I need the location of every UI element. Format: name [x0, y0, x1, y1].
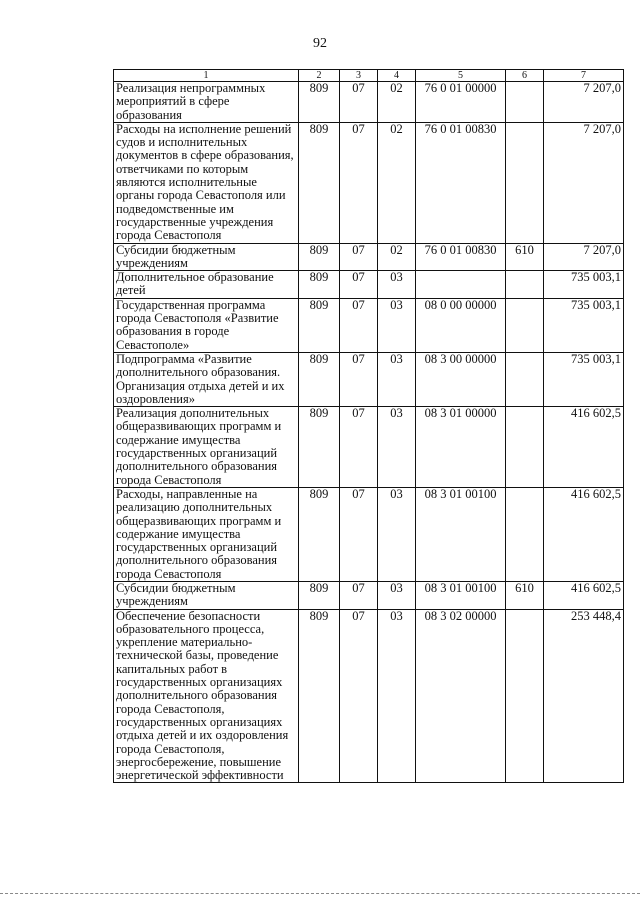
row-name: Дополнительное образование детей: [114, 271, 299, 299]
row-expense-type: [506, 487, 544, 581]
row-target-article: 08 3 01 00000: [416, 407, 506, 488]
row-expense-type: [506, 407, 544, 488]
row-ministry-code: 809: [299, 407, 340, 488]
row-target-article: 08 3 01 00100: [416, 581, 506, 609]
row-target-article: 76 0 01 00000: [416, 82, 506, 123]
row-subsection-code: 03: [378, 581, 416, 609]
row-name: Реализация дополнительных общеразвивающих программ и содержание имущества государственных организаций дополнительного образования города Севастополя: [114, 407, 299, 488]
row-target-article: 76 0 01 00830: [416, 243, 506, 271]
row-section-code: 07: [340, 609, 378, 783]
row-subsection-code: 03: [378, 609, 416, 783]
table-row: [114, 243, 624, 271]
row-subsection-code: 03: [378, 407, 416, 488]
row-amount: 735 003,1: [544, 298, 624, 352]
row-ministry-code: 809: [299, 487, 340, 581]
row-name: Расходы на исполнение решений судов и исполнительных документов в сфере образования, ответчиками по которым являются исполнительные органы города Севастополя или подведомственные им государственные учреждения города Севастополя: [114, 122, 299, 243]
header-col-7: 7: [544, 70, 624, 82]
row-subsection-code: 02: [378, 122, 416, 243]
header-col-3: 3: [340, 70, 378, 82]
row-name: Обеспечение безопасности образовательного процесса, укрепление материально-технической базы, проведение капитальных работ в государственных организациях дополнительного образования города Севастополя, государственных организациях отдыха детей и их оздоровления города Севастополя, энергосбережение, повышение энергетической эффективности: [114, 609, 299, 783]
table-row: [114, 298, 624, 352]
row-name: Субсидии бюджетным учреждениям: [114, 243, 299, 271]
row-section-code: 07: [340, 243, 378, 271]
row-name: Государственная программа города Севастополя «Развитие образования в городе Севастополе»: [114, 298, 299, 352]
row-section-code: 07: [340, 271, 378, 299]
row-target-article: 08 3 02 00000: [416, 609, 506, 783]
row-expense-type: [506, 82, 544, 123]
scan-bottom-edge: [0, 893, 640, 894]
row-subsection-code: 02: [378, 82, 416, 123]
row-amount: 735 003,1: [544, 271, 624, 299]
row-section-code: 07: [340, 581, 378, 609]
page-number: 92: [313, 36, 327, 51]
header-col-6: 6: [506, 70, 544, 82]
row-ministry-code: 809: [299, 243, 340, 271]
row-expense-type: 610: [506, 581, 544, 609]
row-ministry-code: 809: [299, 581, 340, 609]
row-ministry-code: 809: [299, 298, 340, 352]
row-section-code: 07: [340, 352, 378, 406]
row-target-article: 08 3 01 00100: [416, 487, 506, 581]
table-row: [114, 271, 624, 299]
table-row: [114, 581, 624, 609]
row-target-article: 08 0 00 00000: [416, 298, 506, 352]
row-amount: 416 602,5: [544, 407, 624, 488]
table-header-row: [114, 70, 624, 82]
header-col-4: 4: [378, 70, 416, 82]
row-subsection-code: 02: [378, 243, 416, 271]
row-section-code: 07: [340, 82, 378, 123]
row-target-article: [416, 271, 506, 299]
row-expense-type: 610: [506, 243, 544, 271]
row-ministry-code: 809: [299, 352, 340, 406]
row-expense-type: [506, 122, 544, 243]
row-target-article: 08 3 00 00000: [416, 352, 506, 406]
row-section-code: 07: [340, 122, 378, 243]
row-subsection-code: 03: [378, 271, 416, 299]
row-ministry-code: 809: [299, 271, 340, 299]
header-col-1: 1: [114, 70, 299, 82]
row-expense-type: [506, 609, 544, 783]
table-row: [114, 407, 624, 488]
row-target-article: 76 0 01 00830: [416, 122, 506, 243]
row-subsection-code: 03: [378, 298, 416, 352]
table-row: [114, 609, 624, 783]
row-amount: 416 602,5: [544, 581, 624, 609]
table-row: [114, 82, 624, 123]
row-subsection-code: 03: [378, 352, 416, 406]
row-section-code: 07: [340, 487, 378, 581]
table-row: [114, 487, 624, 581]
header-col-5: 5: [416, 70, 506, 82]
row-name: Расходы, направленные на реализацию дополнительных общеразвивающих программ и содержание имущества государственных организаций дополнительного образования города Севастополя: [114, 487, 299, 581]
row-amount: 253 448,4: [544, 609, 624, 783]
row-expense-type: [506, 352, 544, 406]
row-name: Подпрограмма «Развитие дополнительного образования. Организация отдыха детей и их оздоровления»: [114, 352, 299, 406]
row-amount: 7 207,0: [544, 82, 624, 123]
row-amount: 416 602,5: [544, 487, 624, 581]
table-row: [114, 352, 624, 406]
header-col-2: 2: [299, 70, 340, 82]
row-amount: 735 003,1: [544, 352, 624, 406]
row-name: Реализация непрограммных мероприятий в сфере образования: [114, 82, 299, 123]
row-section-code: 07: [340, 407, 378, 488]
row-expense-type: [506, 271, 544, 299]
row-amount: 7 207,0: [544, 243, 624, 271]
row-amount: 7 207,0: [544, 122, 624, 243]
row-ministry-code: 809: [299, 609, 340, 783]
row-ministry-code: 809: [299, 122, 340, 243]
row-ministry-code: 809: [299, 82, 340, 123]
table-row: [114, 122, 624, 243]
budget-table: [113, 69, 624, 783]
row-section-code: 07: [340, 298, 378, 352]
row-subsection-code: 03: [378, 487, 416, 581]
row-name: Субсидии бюджетным учреждениям: [114, 581, 299, 609]
row-expense-type: [506, 298, 544, 352]
